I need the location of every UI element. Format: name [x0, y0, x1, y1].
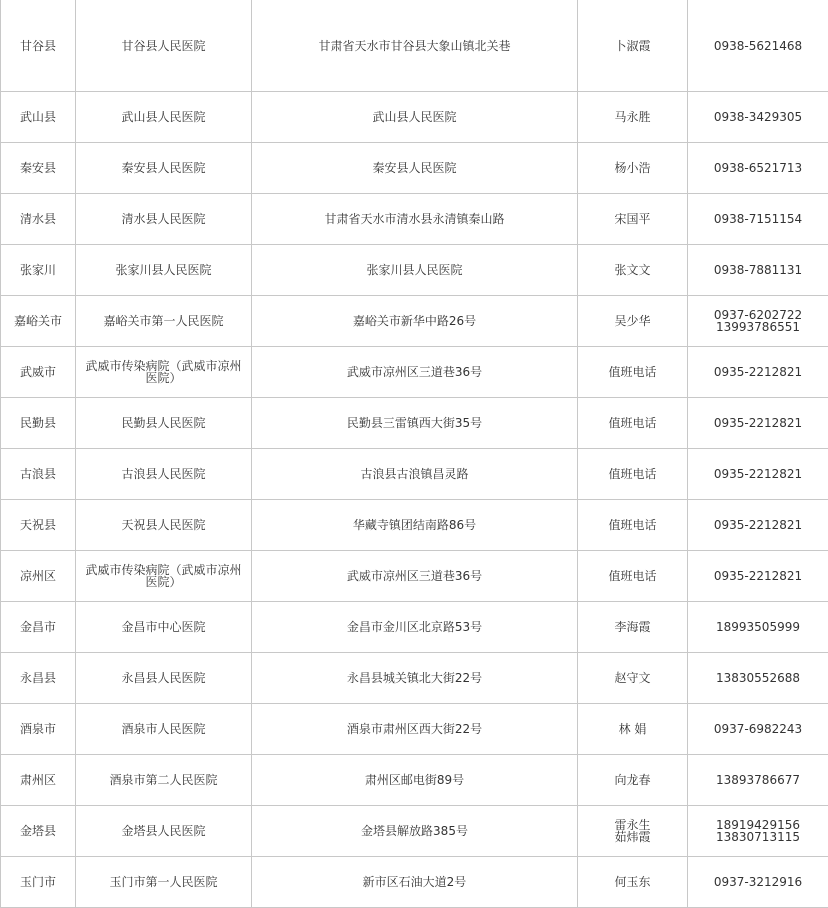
table-row	[1, 602, 828, 653]
contact-cell-text: 宋国平	[614, 212, 651, 226]
contact-cell	[578, 0, 688, 92]
hospital-cell-text: 酒泉市第二人民医院	[109, 773, 218, 787]
county-cell-text: 永昌县	[19, 671, 56, 685]
hospital-cell-text: 嘉峪关市第一人民医院	[103, 314, 224, 328]
table-row	[1, 347, 828, 398]
county-cell-text: 武威市	[19, 365, 56, 379]
phone-cell	[688, 194, 828, 245]
contact-cell-text: 雷永生	[614, 818, 651, 832]
address-cell-text: 民勤县三雷镇西大街35号	[346, 416, 483, 430]
county-cell	[1, 92, 76, 143]
county-cell-text: 凉州区	[19, 569, 56, 583]
contact-cell-text: 值班电话	[608, 518, 657, 532]
address-cell	[252, 194, 578, 245]
phone-cell-text: 0935-2212821	[713, 416, 803, 430]
hospital-cell-text: 酒泉市人民医院	[121, 722, 206, 736]
hospital-cell	[76, 92, 252, 143]
table-row	[1, 704, 828, 755]
contact-cell-text: 值班电话	[608, 569, 657, 583]
phone-cell	[688, 551, 828, 602]
address-cell-text: 武威市凉州区三道巷36号	[346, 569, 483, 583]
phone-cell-text: 0938-7151154	[713, 212, 803, 226]
county-cell-text: 嘉峪关市	[13, 314, 62, 328]
phone-cell	[688, 857, 828, 908]
address-cell	[252, 92, 578, 143]
phone-cell-text: 0937-6982243	[713, 722, 803, 736]
table-row	[1, 296, 828, 347]
address-cell	[252, 0, 578, 92]
county-cell	[1, 449, 76, 500]
phone-cell	[688, 92, 828, 143]
table-row	[1, 551, 828, 602]
contact-cell-text: 值班电话	[608, 365, 657, 379]
table-row	[1, 92, 828, 143]
address-cell-text: 酒泉市肃州区西大街22号	[346, 722, 483, 736]
county-cell	[1, 704, 76, 755]
hospital-cell-text: 金塔县人民医院	[121, 824, 206, 838]
contact-cell-text-2: 茹炜霞	[614, 830, 651, 844]
county-cell	[1, 857, 76, 908]
address-cell	[252, 602, 578, 653]
county-cell-text: 肃州区	[19, 773, 56, 787]
county-cell	[1, 296, 76, 347]
hospital-cell	[76, 755, 252, 806]
county-cell	[1, 347, 76, 398]
address-cell	[252, 398, 578, 449]
phone-cell-text: 0938-3429305	[713, 110, 803, 124]
table-row	[1, 806, 828, 857]
county-cell-text: 玉门市	[19, 875, 56, 889]
contact-cell-text: 张文文	[614, 263, 651, 277]
county-cell-text: 张家川	[19, 263, 56, 277]
county-cell-text: 天祝县	[19, 518, 56, 532]
address-cell	[252, 704, 578, 755]
hospital-cell-text: 清水县人民医院	[121, 212, 206, 226]
phone-cell	[688, 602, 828, 653]
contact-cell-text: 值班电话	[608, 467, 657, 481]
contact-cell	[578, 806, 688, 857]
contact-cell	[578, 92, 688, 143]
address-cell	[252, 143, 578, 194]
address-cell-text: 甘肃省天水市清水县永清镇秦山路	[324, 212, 505, 226]
hospital-cell	[76, 704, 252, 755]
phone-cell-text-2: 13830713115	[716, 830, 800, 844]
address-cell-text: 肃州区邮电街89号	[364, 773, 465, 787]
hospital-cell-text: 秦安县人民医院	[121, 161, 206, 175]
phone-cell-text: 0935-2212821	[713, 467, 803, 481]
phone-cell	[688, 806, 828, 857]
phone-cell-text: 0938-6521713	[713, 161, 803, 175]
county-cell	[1, 806, 76, 857]
phone-cell-text: 0937-6202722	[713, 308, 803, 322]
address-cell-text: 金塔县解放路385号	[361, 824, 468, 838]
phone-cell-text: 0935-2212821	[713, 518, 803, 532]
phone-cell-text: 13830552688	[716, 671, 800, 685]
phone-cell	[688, 347, 828, 398]
contact-cell-text: 李海霞	[614, 620, 651, 634]
address-cell	[252, 755, 578, 806]
hospital-cell	[76, 602, 252, 653]
hospital-cell-text: 金昌市中心医院	[121, 620, 206, 634]
phone-cell	[688, 653, 828, 704]
county-cell	[1, 602, 76, 653]
county-cell	[1, 500, 76, 551]
county-cell	[1, 194, 76, 245]
contact-cell-text: 何玉东	[614, 875, 651, 889]
contact-cell-text: 吴少华	[614, 314, 651, 328]
contact-cell	[578, 398, 688, 449]
phone-cell	[688, 755, 828, 806]
contact-cell	[578, 653, 688, 704]
phone-cell-text: 0935-2212821	[713, 569, 803, 583]
hospital-cell	[76, 449, 252, 500]
address-cell-text: 张家川县人民医院	[366, 263, 463, 277]
hospital-cell-text: 张家川县人民医院	[115, 263, 212, 277]
hospital-cell-text: 武威市传染病院（武威市凉州医院）	[85, 359, 242, 385]
address-cell	[252, 551, 578, 602]
contact-cell	[578, 857, 688, 908]
contact-cell	[578, 296, 688, 347]
phone-cell	[688, 398, 828, 449]
contact-cell	[578, 602, 688, 653]
phone-cell-text: 0938-5621468	[713, 38, 803, 53]
address-cell-text: 嘉峪关市新华中路26号	[352, 314, 477, 328]
contact-cell	[578, 245, 688, 296]
contact-cell	[578, 194, 688, 245]
address-cell	[252, 296, 578, 347]
phone-cell-text: 0937-3212916	[713, 875, 803, 889]
county-cell-text: 武山县	[19, 110, 56, 124]
contact-cell	[578, 449, 688, 500]
contact-cell-text: 杨小浩	[614, 161, 651, 175]
phone-cell-text: 0935-2212821	[713, 365, 803, 379]
hospital-cell	[76, 245, 252, 296]
county-cell-text: 秦安县	[19, 161, 56, 175]
address-cell-text: 永昌县城关镇北大街22号	[346, 671, 483, 685]
phone-cell	[688, 0, 828, 92]
hospital-cell-text: 甘谷县人民医院	[121, 38, 206, 53]
county-cell-text: 酒泉市	[19, 722, 56, 736]
phone-cell	[688, 143, 828, 194]
hospital-cell-text: 民勤县人民医院	[121, 416, 206, 430]
table-row	[1, 500, 828, 551]
phone-cell	[688, 296, 828, 347]
address-cell	[252, 500, 578, 551]
contact-cell-text: 向龙春	[614, 773, 651, 787]
county-cell-text: 民勤县	[19, 416, 56, 430]
phone-cell-text-2: 13993786551	[716, 320, 800, 334]
table-row	[1, 398, 828, 449]
table-row	[1, 449, 828, 500]
hospital-cell-text: 天祝县人民医院	[121, 518, 206, 532]
hospital-cell	[76, 296, 252, 347]
address-cell	[252, 347, 578, 398]
county-cell	[1, 143, 76, 194]
address-cell	[252, 449, 578, 500]
hospital-cell	[76, 806, 252, 857]
address-cell	[252, 653, 578, 704]
hospital-cell	[76, 143, 252, 194]
county-cell	[1, 0, 76, 92]
county-cell-text: 金塔县	[19, 824, 56, 838]
address-cell-text: 古浪县古浪镇昌灵路	[360, 467, 469, 481]
county-cell	[1, 245, 76, 296]
table-body	[1, 0, 828, 908]
contact-cell	[578, 755, 688, 806]
hospital-cell	[76, 194, 252, 245]
contact-cell	[578, 143, 688, 194]
table-row	[1, 0, 828, 92]
county-cell-text: 古浪县	[19, 467, 56, 481]
phone-cell	[688, 245, 828, 296]
phone-cell-text: 13893786677	[716, 773, 800, 787]
table-row	[1, 245, 828, 296]
address-cell-text: 武山县人民医院	[372, 110, 457, 124]
table-row	[1, 755, 828, 806]
table-row	[1, 143, 828, 194]
hospital-cell-text: 武山县人民医院	[121, 110, 206, 124]
table-row	[1, 194, 828, 245]
contact-cell-text: 赵守文	[614, 671, 651, 685]
hospital-cell-text: 永昌县人民医院	[121, 671, 206, 685]
contact-cell	[578, 500, 688, 551]
county-cell	[1, 653, 76, 704]
hospital-cell	[76, 398, 252, 449]
hospital-cell-text: 武威市传染病院（武威市凉州医院）	[85, 563, 242, 589]
county-cell-text: 金昌市	[19, 620, 56, 634]
hospital-cell	[76, 347, 252, 398]
table-row	[1, 857, 828, 908]
phone-cell-text: 18993505999	[716, 620, 800, 634]
contact-cell	[578, 551, 688, 602]
contact-cell-text: 马永胜	[614, 110, 651, 124]
hospital-cell	[76, 653, 252, 704]
county-cell	[1, 398, 76, 449]
county-cell	[1, 755, 76, 806]
address-cell-text: 新市区石油大道2号	[362, 875, 467, 889]
address-cell-text: 金昌市金川区北京路53号	[346, 620, 483, 634]
table-row	[1, 653, 828, 704]
hospital-cell-text: 玉门市第一人民医院	[109, 875, 218, 889]
address-cell-text: 甘肃省天水市甘谷县大象山镇北关巷	[318, 38, 511, 53]
hospital-cell	[76, 500, 252, 551]
phone-cell	[688, 704, 828, 755]
county-cell	[1, 551, 76, 602]
phone-cell	[688, 500, 828, 551]
hospital-cell	[76, 857, 252, 908]
address-cell-text: 秦安县人民医院	[372, 161, 457, 175]
contact-cell-text: 林 娟	[618, 722, 647, 736]
county-cell-text: 甘谷县	[19, 38, 56, 53]
address-cell-text: 武威市凉州区三道巷36号	[346, 365, 483, 379]
hospital-cell	[76, 551, 252, 602]
phone-cell-text: 18919429156	[716, 818, 800, 832]
address-cell	[252, 245, 578, 296]
hospital-cell	[76, 0, 252, 92]
phone-cell-text: 0938-7881131	[713, 263, 803, 277]
contact-cell-text: 卜淑霞	[614, 38, 651, 53]
hospital-cell-text: 古浪县人民医院	[121, 467, 206, 481]
contact-cell	[578, 347, 688, 398]
contact-cell	[578, 704, 688, 755]
address-cell	[252, 806, 578, 857]
contact-cell-text: 值班电话	[608, 416, 657, 430]
address-cell	[252, 857, 578, 908]
county-cell-text: 清水县	[19, 212, 56, 226]
address-cell-text: 华藏寺镇团结南路86号	[352, 518, 477, 532]
phone-cell	[688, 449, 828, 500]
